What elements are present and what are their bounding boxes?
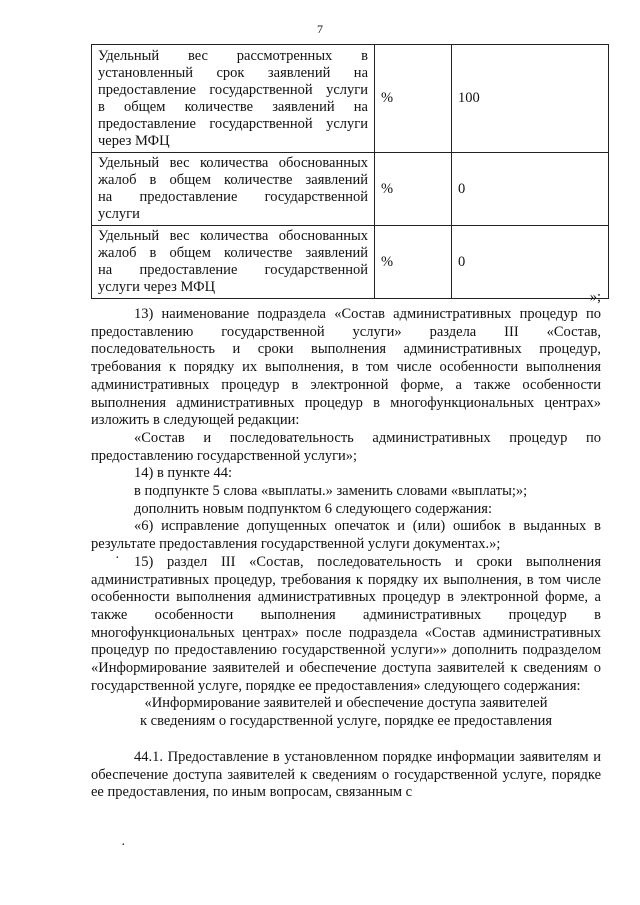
- item-13: 13) наименование подраздела «Состав административных процедур по предоставлению государственной услуги» раздела III «Состав, последовательность и сроки выполнения административных процедур, требования к порядку их выполнения, в том числе особенности выполнения административных процедур в электронной форме, а также особенности выполнения административных процедур в многофункциональных центрах» изложить в следующей редакции:: [91, 306, 601, 429]
- table-row: [92, 45, 609, 153]
- indicator-unit: %: [375, 45, 452, 153]
- item-44-1: 44.1. Предоставление в установленном порядке информации заявителям и обеспечение доступа заявителей к сведениям о государственной услуге, порядке ее предоставления, по иным вопросам, связанным с: [91, 748, 601, 801]
- indicator-name-line: услуги через МФЦ: [98, 279, 216, 295]
- indicator-name-line: предоставление государственной услуги: [98, 115, 368, 132]
- indicator-unit: %: [375, 153, 452, 226]
- page-number: 7: [317, 22, 323, 36]
- item-14-b: дополнить новым подпунктом 6 следующего содержания:: [134, 500, 493, 517]
- indicator-value: 0: [452, 226, 609, 299]
- indicator-unit: %: [375, 226, 452, 299]
- indicator-name-line: жалоб в общем количестве заявлений: [98, 172, 368, 188]
- indicators-table: [91, 44, 609, 299]
- table-row: [92, 153, 609, 226]
- indicator-name: [92, 226, 375, 299]
- indicator-name-line: предоставление государственной услуги: [98, 81, 368, 98]
- subsection-heading-line1: «Информирование заявителей и обеспечение доступа заявителей: [144, 695, 548, 712]
- indicator-name-line: через МФЦ: [98, 132, 170, 149]
- item-13-quote: «Состав и последовательность административных процедур по предоставлению государственной услуги»;: [91, 429, 601, 464]
- scan-mark: ·: [121, 838, 126, 853]
- indicator-value: 0: [452, 153, 609, 226]
- indicator-name-line: Удельный вес количества обоснованных: [98, 155, 368, 171]
- table-row: [92, 226, 609, 299]
- indicator-name-line: на предоставление государственной: [98, 189, 368, 205]
- indicator-name-line: в общем количестве заявлений на: [98, 98, 368, 115]
- indicator-value: 100: [452, 45, 609, 153]
- table-closing: »;: [589, 289, 601, 305]
- document-body: [91, 306, 601, 802]
- indicator-name-line: Удельный вес количества обоснованных: [98, 228, 368, 244]
- indicator-name: [92, 153, 375, 226]
- item-15: 15) раздел III «Состав, последовательность и сроки выполнения административных процедур, требования к порядку их выполнения, в том числе особенности выполнения административных процедур в электронной форме, а также особенности выполнения административных процедур в многофункциональных центрах» после подраздела «Состав административных процедур по предоставлению государственной услуги»» дополнить подразделом «Информирование заявителей и обеспечение доступа заявителей к сведениям о государственной услуге, порядке ее предоставления» следующего содержания:: [91, 553, 601, 694]
- item-14: 14) в пункте 44:: [134, 465, 232, 482]
- subsection-heading-line2: к сведениям о государственной услуге, порядке ее предоставления: [139, 713, 553, 730]
- indicator-name-line: Удельный вес рассмотренных в: [98, 47, 368, 64]
- indicator-name-line: жалоб в общем количестве заявлений: [98, 245, 368, 261]
- indicator-name: [92, 45, 375, 153]
- item-14-quote: «6) исправление допущенных опечаток и (или) ошибок в выданных в результате предоставления государственной услуги документах.»;: [91, 518, 601, 553]
- indicator-name-line: установленный срок заявлений на: [98, 64, 368, 81]
- indicator-name-line: на предоставление государственной: [98, 262, 368, 278]
- indicator-name-line: услуги: [98, 206, 140, 222]
- item-14-a: в подпункте 5 слова «выплаты.» заменить словами «выплаты;»;: [134, 483, 528, 500]
- scan-mark: ·: [115, 551, 120, 566]
